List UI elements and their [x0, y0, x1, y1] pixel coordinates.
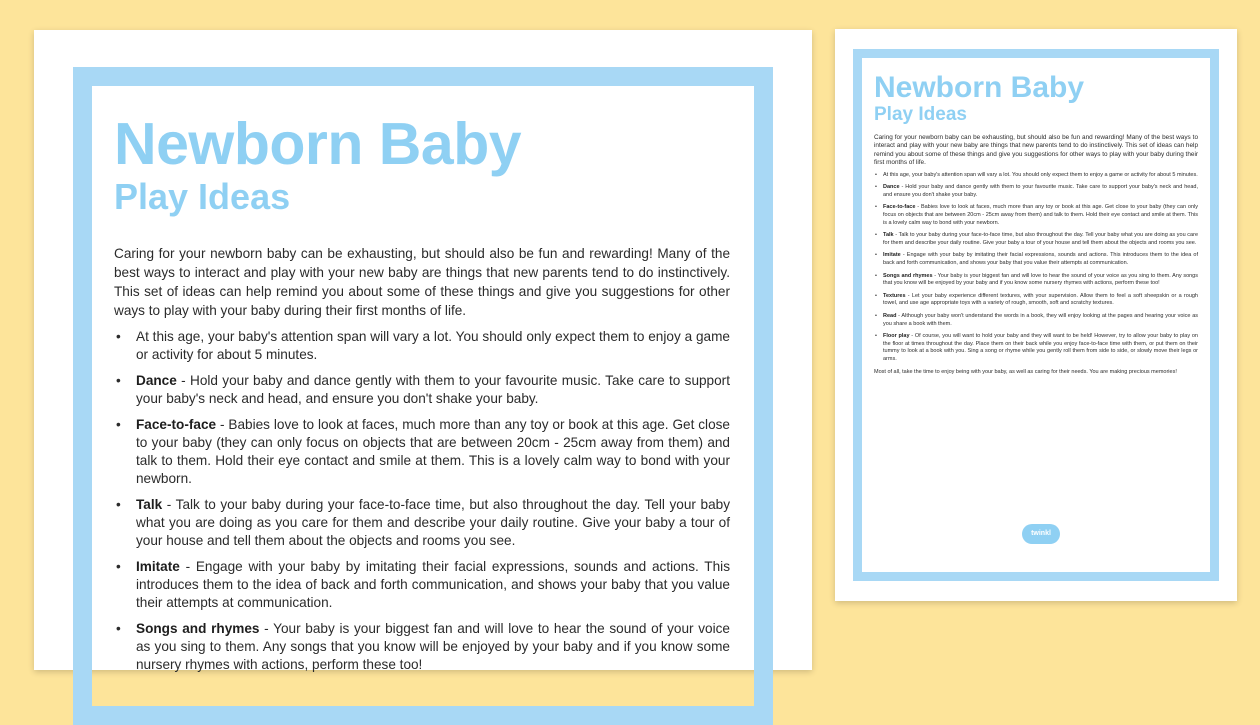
- page-title: Newborn Baby: [874, 71, 1085, 104]
- list-item: • Songs and rhymes - Your baby is your biggest fan and will love to hear the sound of your voice as you sing to them. Any songs that you know will be enjoyed by your baby and if you know some nursery rhymes with actions, perform these too!: [874, 273, 1198, 288]
- list-item: • At this age, your baby's attention span will vary a lot. You should only expect them to enjoy a game or activity for about 5 minutes.: [874, 172, 1198, 180]
- list-item: • Dance - Hold your baby and dance gently with them to your favourite music. Take care to support your baby's neck and head, and ensure you don't shake your baby.: [114, 372, 730, 408]
- blue-border-frame: [853, 49, 1219, 581]
- blue-border-frame: [73, 67, 773, 725]
- page-subtitle: Play Ideas: [874, 104, 967, 125]
- twinkl-logo: twinkl: [1022, 524, 1060, 544]
- document-zoom-view: [34, 30, 812, 670]
- list-item: • Imitate - Engage with your baby by imitating their facial expressions, sounds and actions. This introduces them to the idea of back and forth communication, and shows your baby that you value their attempts at communication.: [874, 252, 1198, 267]
- tips-list: [114, 328, 730, 674]
- intro-paragraph: Caring for your newborn baby can be exhausting, but should also be fun and rewarding! Many of the best ways to interact and play with your new baby are things that new parents tend to do instinctively. This set of ideas can help remind you about some of these things and give you suggestions for other ways to play with your baby during their first months of life.: [114, 246, 730, 318]
- list-item: • Imitate - Engage with your baby by imitating their facial expressions, sounds and actions. This introduces them to the idea of back and forth communication, and shows your baby that you value their attempts at communication.: [114, 558, 730, 612]
- list-item: • Talk - Talk to your baby during your face-to-face time, but also throughout the day. Tell your baby what you are doing as you care for them and describe your daily routine. Give your baby a tour of your house and tell them about the objects and rooms you see.: [874, 232, 1198, 247]
- list-item: • Face-to-face - Babies love to look at faces, much more than any toy or book at this age. Get close to your baby (they can only focus on objects that are between 20cm - 25cm away from them) and talk to them. Hold their eye contact and smile at them. This is a lovely calm way to bond with your newborn.: [114, 416, 730, 488]
- list-item: • At this age, your baby's attention span will vary a lot. You should only expect them to enjoy a game or activity for about 5 minutes.: [114, 328, 730, 364]
- intro-paragraph: Caring for your newborn baby can be exhausting, but should also be fun and rewarding! Many of the best ways to interact and play with your new baby are things that new parents tend to do instinctively. This set of ideas can help remind you about some of these things and give you suggestions for other ways to play with your baby during their first months of life.: [874, 134, 1198, 167]
- list-item: • Dance - Hold your baby and dance gently with them to your favourite music. Take care to support your baby's neck and head, and ensure you don't shake your baby.: [874, 184, 1198, 199]
- list-item: • Floor play - Of course, you will want to hold your baby and they will want to be held! However, try to allow your baby to play on the floor at times throughout the day. Place them on their back while you enjoy face-to-face time with them, or put them on their tummy to look at a book with you. Sing a song or rhyme while you gently roll them from side to side, or slowly move their legs or arms.: [874, 333, 1198, 363]
- list-item: • Songs and rhymes - Your baby is your biggest fan and will love to hear the sound of your voice as you sing to them. Any songs that you know will be enjoyed by your baby and if you know some nursery rhymes with actions, perform these too!: [114, 620, 730, 674]
- list-item: • Face-to-face - Babies love to look at faces, much more than any toy or book at this age. Get close to your baby (they can only focus on objects that are between 20cm - 25cm away from them) and talk to them. Hold their eye contact and smile at them. This is a lovely calm way to bond with your newborn.: [874, 204, 1198, 227]
- document-thumbnail: [835, 29, 1237, 601]
- list-item: • Read - Although your baby won't understand the words in a book, they will enjoy looking at the pages and hearing your voice as you share a book with them.: [874, 313, 1198, 328]
- tips-list: [874, 172, 1198, 364]
- closing-paragraph: Most of all, take the time to enjoy being with your baby, as well as caring for their needs. You are making precious memories!: [874, 368, 1177, 375]
- page-title: Newborn Baby: [114, 111, 522, 177]
- page-subtitle: Play Ideas: [114, 176, 291, 217]
- list-item: • Talk - Talk to your baby during your face-to-face time, but also throughout the day. Tell your baby what you are doing as you care for them and describe your daily routine. Give your baby a tour of your house and tell them about the objects and rooms you see.: [114, 496, 730, 550]
- list-item: • Textures - Let your baby experience different textures, with your supervision. Allow them to feel a soft sheepskin or a rough towel, and use age appropriate toys with a variety of rough, smooth, soft and scratchy textures.: [874, 293, 1198, 308]
